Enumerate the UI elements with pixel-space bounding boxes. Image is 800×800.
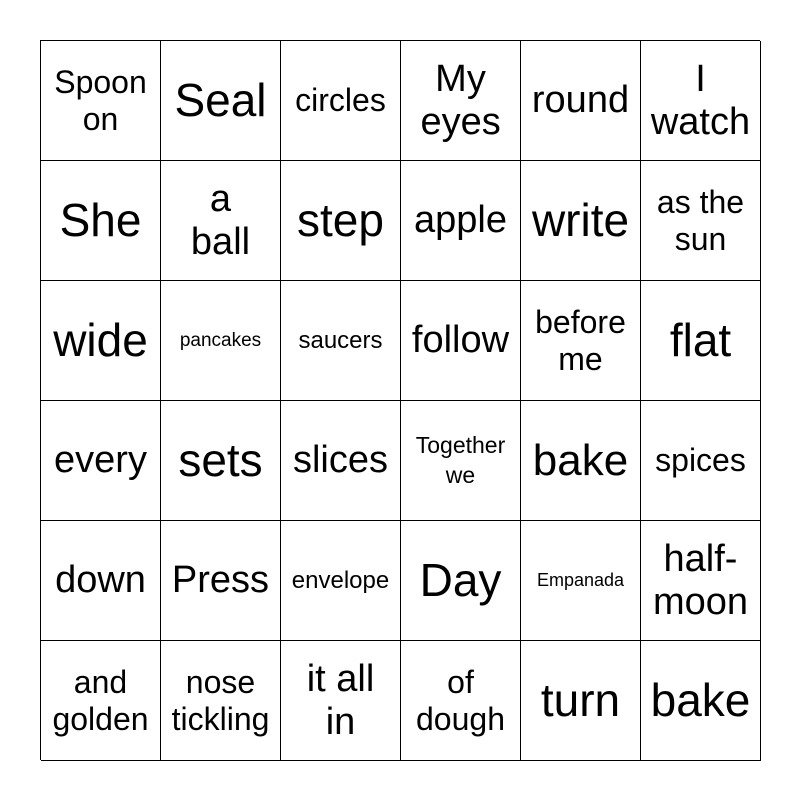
bingo-cell-r2c2[interactable] bbox=[161, 161, 281, 281]
cell-label: follow bbox=[411, 319, 510, 362]
cell-label: it all in bbox=[306, 657, 375, 743]
cell-label: Day bbox=[419, 553, 502, 606]
cell-label: before me bbox=[535, 304, 626, 377]
bingo-cell-r2c1[interactable] bbox=[41, 161, 161, 281]
bingo-cell-r4c4[interactable] bbox=[401, 401, 521, 521]
bingo-cell-r2c5[interactable] bbox=[521, 161, 641, 281]
bingo-cell-r5c5[interactable] bbox=[521, 521, 641, 641]
cell-label: Empanada bbox=[536, 570, 625, 591]
bingo-cell-r4c3[interactable] bbox=[281, 401, 401, 521]
bingo-cell-r6c3[interactable] bbox=[281, 641, 401, 761]
bingo-cell-r3c4[interactable] bbox=[401, 281, 521, 401]
cell-label: of dough bbox=[416, 664, 505, 737]
bingo-cell-r6c6[interactable] bbox=[641, 641, 761, 761]
cell-label: flat bbox=[669, 313, 732, 366]
cell-label: step bbox=[297, 193, 384, 246]
cell-label: She bbox=[59, 193, 142, 246]
bingo-cell-r2c6[interactable] bbox=[641, 161, 761, 281]
bingo-cell-r1c4[interactable] bbox=[401, 41, 521, 161]
bingo-cell-r5c3[interactable] bbox=[281, 521, 401, 641]
bingo-cell-r2c3[interactable] bbox=[281, 161, 401, 281]
cell-label: spices bbox=[655, 442, 746, 479]
bingo-cell-r5c6[interactable] bbox=[641, 521, 761, 641]
cell-label: write bbox=[531, 193, 630, 246]
cell-label: My eyes bbox=[420, 57, 501, 143]
cell-label: a ball bbox=[190, 177, 251, 263]
bingo-cell-r1c6[interactable] bbox=[641, 41, 761, 161]
cell-label: turn bbox=[540, 673, 621, 726]
cell-label: every bbox=[54, 439, 147, 482]
cell-label: Together we bbox=[415, 431, 506, 488]
bingo-cell-r6c1[interactable] bbox=[41, 641, 161, 761]
bingo-cell-r3c1[interactable] bbox=[41, 281, 161, 401]
bingo-cell-r1c2[interactable] bbox=[161, 41, 281, 161]
cell-label: saucers bbox=[298, 326, 383, 354]
cell-label: down bbox=[55, 559, 146, 602]
cell-label: half-moon bbox=[652, 537, 749, 623]
bingo-cell-r1c5[interactable] bbox=[521, 41, 641, 161]
bingo-cell-r4c6[interactable] bbox=[641, 401, 761, 521]
bingo-cell-r5c2[interactable] bbox=[161, 521, 281, 641]
cell-label: sets bbox=[178, 433, 263, 486]
cell-label: circles bbox=[295, 82, 386, 119]
bingo-cell-r4c5[interactable] bbox=[521, 401, 641, 521]
cell-label: envelope bbox=[291, 566, 390, 594]
bingo-cell-r6c2[interactable] bbox=[161, 641, 281, 761]
cell-label: slices bbox=[292, 439, 389, 482]
bingo-cell-r3c5[interactable] bbox=[521, 281, 641, 401]
cell-label: bake bbox=[532, 435, 629, 485]
cell-label: apple bbox=[414, 199, 507, 242]
bingo-cell-r1c1[interactable] bbox=[41, 41, 161, 161]
bingo-cell-r6c4[interactable] bbox=[401, 641, 521, 761]
bingo-cell-r1c3[interactable] bbox=[281, 41, 401, 161]
bingo-cell-r5c4[interactable] bbox=[401, 521, 521, 641]
cell-label: bake bbox=[650, 673, 751, 726]
bingo-cell-r3c3[interactable] bbox=[281, 281, 401, 401]
cell-label: as the sun bbox=[656, 184, 745, 257]
bingo-cell-r3c6[interactable] bbox=[641, 281, 761, 401]
bingo-cell-r4c1[interactable] bbox=[41, 401, 161, 521]
bingo-cell-r4c2[interactable] bbox=[161, 401, 281, 521]
cell-label: Spoon on bbox=[54, 64, 147, 137]
cell-label: Seal bbox=[174, 73, 267, 126]
bingo-cell-r6c5[interactable] bbox=[521, 641, 641, 761]
cell-label: wide bbox=[53, 313, 148, 366]
cell-label: round bbox=[531, 79, 630, 122]
bingo-cell-r3c2[interactable] bbox=[161, 281, 281, 401]
cell-label: pancakes bbox=[179, 329, 262, 351]
bingo-cell-r5c1[interactable] bbox=[41, 521, 161, 641]
cell-label: nose tickling bbox=[171, 664, 270, 737]
bingo-board bbox=[40, 40, 760, 760]
cell-label: and golden bbox=[52, 664, 149, 737]
cell-label: Press bbox=[171, 559, 270, 602]
bingo-cell-r2c4[interactable] bbox=[401, 161, 521, 281]
cell-label: I watch bbox=[650, 57, 751, 143]
